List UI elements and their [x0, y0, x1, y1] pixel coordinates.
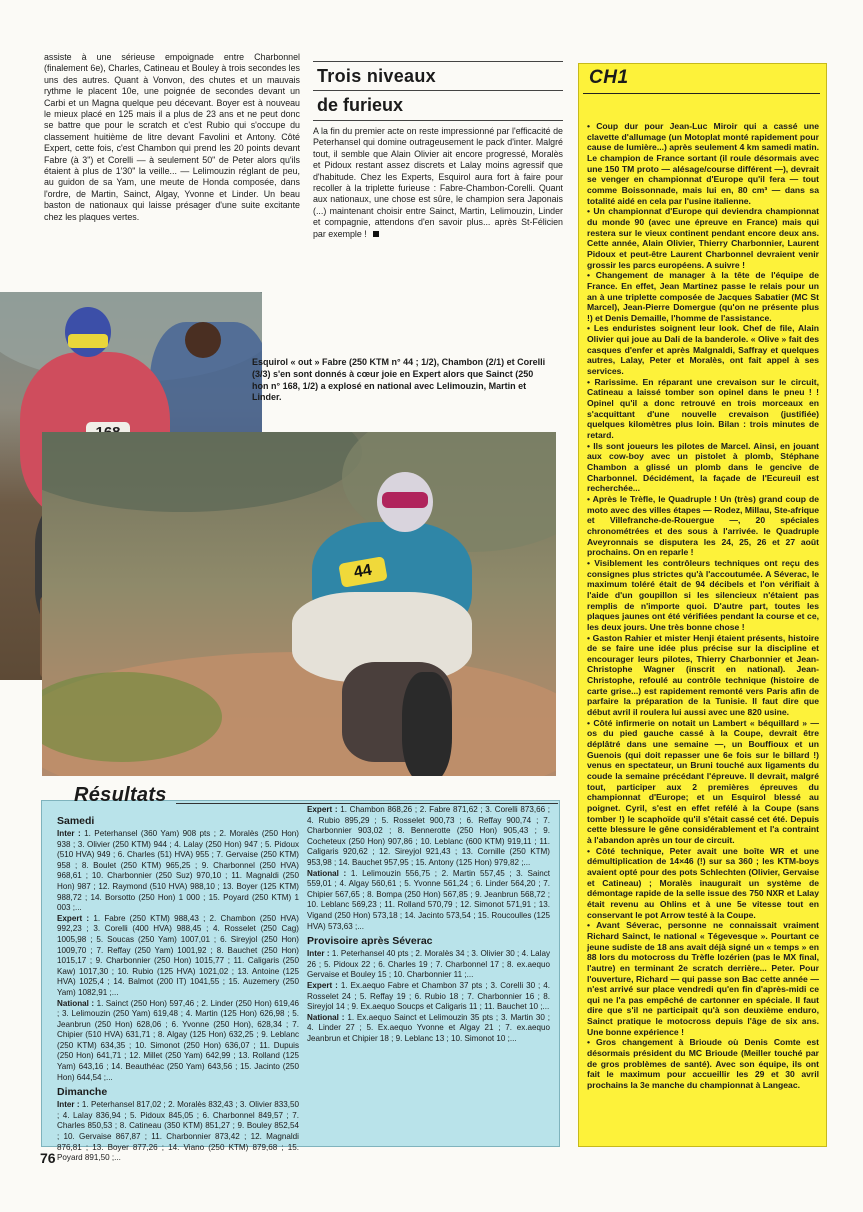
article-text: A la fin du premier acte on reste impressionné par l'efficacité de Peterhansel qui domine outrageusement le pack d'inter. Malgré tout, il semble que Alain Olivier ait encore progressé, Moralès et Pidoux restant assez discrets et Lalay moins agressif que d'habitude. Chez les Experts, Esquirol aura fort à faire pour recoller à la triplette furieuse : Fabre-Chambon-Corelli. Quant aux nationaux, une chose est sûre, le champion sera Japonais (...) maintenant choisir entre Sainct, Martin, Lelimouzin, Linder et compagnie, attendons d'en savoir plus... après St-Félicien par exemple !	[313, 126, 563, 239]
headline-rule-middle	[313, 90, 563, 91]
ch1-news-item: • Gaston Rahier et mister Henji étaient présents, histoire de se faire une idée plus précise sur la discipline et encourager leurs pilotes, Thierry Charbonnier et Jean-Christophe Wagner (inscrit en national). Jean-Christophe, refoulé au contrôle technique (histoire de carte grise...) est rapidement remonté vers Paris afin de parfaire la préparation de la Tunisie. Il faut dire que début avril il roulera lui aussi avec une 820 usine.	[587, 632, 819, 718]
headline-line-2: de furieux	[317, 95, 404, 115]
results-text: 1. Chambon 868,26 ; 2. Fabre 871,62 ; 3. Corelli 873,66 ; 4. Rubio 895,29 ; 5. Rosselet 900,73 ; 6. Reffay 900,74 ; 7. Charbonnier 903,02 ; 8. Bennerotte (250 Hon) 905,43 ; 9. Cocheteux (250 Hon) 907,86 ; 10. Leblanc (600 KTM) 919,11 ; 11. Caligaris 920,62 ; 12. Sireyjol 921,43 ; 13. Cornille (250 KTM) 953,98 ; 14. Bauchet 957,95 ; 15. Antony (125 Hon) 979,82 ;...	[307, 805, 550, 867]
article-paragraph	[313, 126, 563, 240]
headline-rule-top	[313, 61, 563, 62]
samedi-expert-results	[57, 914, 299, 999]
results-text: 1. Ex.aequo Fabre et Chambon 37 pts ; 3. Corelli 30 ; 4. Rosselet 24 ; 5. Reffay 19 ; 6. Rubio 18 ; 7. Charbonnier 16 ; 8. Sireyjol 14 ; 9. Ex.aequo Soucps et Caligaris 11 ; 11. Bauchet 10 ;...	[307, 980, 551, 1012]
category-label: Inter :	[57, 829, 81, 838]
intro-paragraph: assiste à une sérieuse empoignade entre Charbonnel (finalement 6e), Charles, Catineau et Bouley à trois secondes les uns des autres. Quant à Vonvon, des chutes et un mauvais rythme le placent 10e, une poignée de secondes devant un Carbi et un Magna quelque peu décevant. Boyer est à nouveau le mieux placé en 125 mais il a plus de 23 ans et ne peut donc se battre que pour le scratch et c'est Rubio qui s'occupe du classement huitième de litre devant Favolini et Antony. Côté Expert, cette fois, c'est Chambon qui prend les 20 points devant Fabre (à 3") et Corelli — à seulement 50" de Peter alors qu'ils étaient à plus de 1'30" la veille... — Lelimouzin réglant de peu, au guidon de sa Yam, une meute de Honda composée, dans l'ordre, de Martin, Sainct, Algay, Yvonne et Linder. Un beau baston de nationaux qui laisse présager d'une suite excitante chez les plaques vertes.	[44, 52, 300, 222]
results-text: 1. Lelimouzin 556,75 ; 2. Martin 557,45 ; 3. Sainct 559,01 ; 4. Algay 560,61 ; 5. Yvonne 561,24 ; 6. Linder 564,20 ; 7. Chipier 567,65 ; 8. Bompa (250 Hon) 567,85 ; 9. Jeanbrun 568,72 ; 10. Leblanc 569,23 ; 11. Rolland 570,79 ; 12. Simonot 571,91 ; 13. Vigand (250 Hon) 573,18 ; 14. Jacinto 573,54 ; 15. Roucoulles (125 HVA) 573,63 ;...	[307, 868, 551, 931]
provisoire-inter-results	[307, 949, 550, 981]
dimanche-expert-results	[307, 805, 550, 869]
dimanche-inter-results	[57, 1100, 299, 1164]
race-number-plate: 44	[338, 556, 387, 588]
provisoire-expert-results	[307, 981, 550, 1013]
end-mark-icon	[373, 231, 379, 237]
section-title-samedi: Samedi	[57, 815, 95, 827]
category-label: Expert :	[307, 805, 338, 814]
samedi-inter-results	[57, 829, 299, 914]
ch1-news-item: • Rarissime. En réparant une crevaison sur le circuit, Catineau a laissé tomber son opinel dans le pneu ! ! Opinel qu'il a donc retrouvé en trois morceaux en s'acquittant d'une nouvelle crevaison (justifiée) quelques kilomètres plus loin. Bilan : trois minutes de retard.	[587, 376, 819, 441]
ch1-news-item: • Côté infirmerie on notait un Lambert « béquillard » — os du pied gauche cassé à la Coupe, devrait être déplâtré dans une semaine —, un Bouffioux et un Guenois (qui doit repasser une 6e fois sur le billard !) venus en spectateur, un Bruni touché aux ligaments du coude la semaine précédant l'épreuve. Il devrait, malgré tout, participer aux 2 premières épreuves du championnat d'Europe; et un Esquirol blessé au poignet. Cyril, s'est en effet refélé à la Coupe (sans tomber !) le scaphoïde qu'il s'était cassé cet été. Depuis cette blessure le gêne considérablement et l'a contraint à l'abandon après un tour de circuit.	[587, 717, 819, 845]
ch1-news-item: • Avant Séverac, personne ne connaissait vraiment Richard Sainct, le national « Tégevesque ». Pourtant ce jeune sudiste de 18 ans avait déjà signé un « temps » en 88 lors du motocross du Trèfle lozérien (pas le MX final, l'autre) en terminant 2e scratch derrière... Peter. Pour l'ouverture, Richard — qui passe son Bac cette année — n'est arrivé sur place vendredi qu'en fin d'après-midi ce qui ne l'a pas empêché de cartonner en spéciale. Il faut dire que s'il ne participait qu'à son deuxième enduro, Sainct pratique le motocross depuis l'âge de six ans. Une bonne expérience !	[587, 920, 819, 1037]
samedi-national-results	[57, 999, 299, 1084]
ch1-title-rule	[583, 93, 820, 94]
ch1-news-item: • Côté technique, Peter avait une boîte WR et une démultiplication de 14×46 (!) sur sa 360 ; les KTM-boys avaient opté pour des pots Schlechten (Olivier, Gervaise et Catineau) ; Moralès inaugurait un système de démontage rapide de la selle issue des 750 NXR et Lalay était revenu au Ohlins et à une 5e vitesse tout en conservant le pot Arrow testé à la Coupe.	[587, 845, 819, 920]
section-title-provisoire: Provisoire après Séverac	[307, 935, 433, 948]
category-label: Inter :	[57, 1100, 80, 1110]
results-text: 1. Sainct (250 Hon) 597,46 ; 2. Linder (250 Hon) 619,46 ; 3. Lelimouzin (250 Yam) 619,48 ; 4. Martin (125 Hon) 626,98 ; 5. Jeanbrun (250 Hon) 628,06 ; 6. Yvonne (250 Hon), 628,34 ; 7. Chipier (510 HVA) 631,71 ; 8. Algay (125 Hon) 632,25 ; 9. Leblanc (250 KTM) 634,35 ; 10. Simonot (250 Hon) 636,07 ; 11. Dupuis (250 Hon) 641,71 ; 12. Millet (250 Yam) 642,99 ; 13. Rolland (125 Yam) 643,16 ; 14. Beauthéac (250 Yam) 643,56 ; 15. Jacinto (250 Hon) 644,54 ;...	[57, 998, 299, 1082]
ch1-title: CH1	[589, 67, 629, 88]
ch1-news-item: • Changement de manager à la tête de l'équipe de France. En effet, Jean Martinez passe le relais pour un an à une triplette composée de Jacques Sabatier (MC St Marcel), Jean-Pierre Domergue (qu'on ne présente plus !) et Denis Demaille, l'homme de l'assistance.	[587, 270, 819, 323]
category-label: National :	[307, 1012, 345, 1022]
ch1-news-item: • Un championnat d'Europe qui deviendra championnat du monde 90 (avec une épreuve en France) mais qui restera sur le vieux continent pendant encore deux ans. Cette année, Alain Olivier, Thierry Charbonnier, Laurent Pidoux et peut-être Laurent Charbonnel devraient venir grossir les parcs européens. A suivre !	[587, 206, 819, 270]
results-right-column	[307, 805, 550, 1044]
section-title-dimanche: Dimanche	[57, 1086, 108, 1099]
results-title-rule	[176, 803, 558, 804]
category-label: Inter :	[307, 949, 330, 959]
photo-rider-44	[42, 432, 556, 776]
headline-line-1: Trois niveaux	[317, 66, 436, 86]
category-label: National :	[57, 998, 95, 1008]
category-label: National :	[307, 868, 347, 878]
category-label: Expert :	[307, 980, 338, 990]
provisoire-national-results	[307, 1013, 550, 1045]
results-title: Résultats	[74, 784, 167, 806]
results-left-column	[57, 815, 299, 1164]
page-number: 76	[40, 1150, 56, 1166]
results-text: 1. Fabre (250 KTM) 988,43 ; 2. Chambon (250 HVA) 992,23 ; 3. Corelli (400 HVA) 988,45 ; 4. Rosselet (250 Cag) 1005,98 ; 5. Soucas (250 Yam) 1007,01 ; 6. Sireyjol (250 Hon) 1009,70 ; 7. Reffay (250 Yam) 1001,92 ; 8. Bauchet (250 Hon) 1015,17 ; 9. Charbonnier (250 Hon) 1015,77 ; 11. Caligaris (250 Kaw) 1017,30 ; 10. Rubio (125 HVA) 1021,02 ; 13. Antoine (125 HVA) 1025,4 ; 14. Balmot (200 IT) 1041,55 ; 15. Auzemery (250 Yam) 1082,91 ;...	[57, 913, 299, 997]
photo-caption: Esquirol « out » Fabre (250 KTM n° 44 ; 1/2), Chambon (2/1) et Corelli (3/3) s'en sont donnés à cœur joie en Expert alors que Sainct (250 hon n° 168, 1/2) a explosé en national avec Lelimouzin, Martin et Linder.	[252, 357, 546, 403]
results-text: 1. Ex.aequo Sainct et Lelimouzin 35 pts ; 3. Martin 30 ; 4. Linder 27 ; 5. Ex.aequo Yvonne et Algay 21 ; 7. ex.aequo Jeanbrun et Chipier 18 ; 9. Leblanc 13 ; 10. Simonot 10 ;...	[307, 1012, 550, 1043]
headline-rule-bottom	[313, 120, 563, 121]
results-text: 1. Peterhansel 817,02 ; 2. Moralès 832,43 ; 3. Olivier 833,50 ; 4. Lalay 836,94 ; 5. Pidoux 845,05 ; 6. Charbonnel 849,57 ; 7. Charles 850,53 ; 8. Catineau (350 KTM) 851,27 ; 9. Bouley 852,54 ; 10. Gervaise 867,87 ; 11. Charbonnier 873,42 ; 12. Magnaldi 876,81 ; 13. Boyer 877,26 ; 14. Viano (250 KTM) 879,68 ; 15. Poyard 891,50 ;...	[57, 1100, 300, 1163]
ch1-news-item: • Ils sont joueurs les pilotes de Marcel. Ainsi, en jouant aux cow-boy avec un pistolet à plomb, Stéphane Chambon a glissé un plomb dans le gencive de Charbonnel. Décidément, la façade de l'Ecureuil est recherchée...	[587, 440, 819, 494]
ch1-news-item: • Après le Trèfle, le Quadruple ! Un (très) grand coup de moto avec des villes étapes — Rodez, Millau, Ste-afrique et Villefranche-de-Rouergue —, 20 spéciales chronométrées et des sous à l'arrivée. le Quadruple Aveyronnais se disputera les 24, 25, 26 et 27 août prochains. On en reparle !	[587, 493, 819, 558]
ch1-news-item: • Les enduristes soignent leur look. Chef de file, Alain Olivier qui joue au Dali de la banderole. « Olive » fait des casques d'enfer et après Malgnaldi, Saffray et quelques autres, Lalay, Peter et Moralès, ont fait appel à ses services.	[587, 323, 819, 377]
category-label: Expert :	[57, 913, 90, 923]
ch1-news-item: • Gros changement à Brioude où Denis Comte est désormais président du MC Brioude (Meiller touché par de gros problèmes de santé). Avec son équipe, ils ont fait le maximum pour accueillir les 29 et 30 avril prochains la 3e manche du championnat à Langeac.	[587, 1037, 819, 1091]
dimanche-national-results	[307, 869, 550, 933]
ch1-news-list	[587, 121, 819, 1091]
results-text: 1. Peterhansel (360 Yam) 908 pts ; 2. Moralès (250 Hon) 938 ; 3. Olivier (250 KTM) 944 ; 4. Lalay (250 Hon) 947 ; 5. Pidoux (510 HVA) 949 ; 6. Charles (51) HVA) 955 ; 7. Gervaise (250 KTM) 958 ; 8. Boulet (250 KTM) 965,25 ; 9. Charbonnel (250 HVA) 968,61 ; 10. Charbonnier (250 Suz) 970,10 ; 11. Magnaldi (250 Hon) 987 ; 12. Raymond (510 HVA) 988,10 ; 13. Boyer (125 KTM) 988,72 ; 14. Borsotto (250 Hon) 1 000 ; 15. Poyard (250 KTM) 1 003 ;...	[57, 829, 299, 913]
results-text: 1. Peterhansel 40 pts ; 2. Moralès 34 ; 3. Olivier 30 ; 4. Lalay 26 ; 5. Pidoux 22 ; 6. Charles 19 ; 7. Charbonnel 17 ; 8. ex.aequo Gervaise et Bouley 15 ; 10. Charbonnier 11 ;...	[307, 949, 550, 980]
ch1-news-item: • Visiblement les contrôleurs techniques ont reçu des consignes plus strictes qu'à l'accoutumée. A Séverac, le maximum toléré était de 94 décibels et l'on vérifiait à l'aide d'un goupillon si les silencieux n'étaient pas remplis de n'importe quoi. D'autre part, toutes les plaques jaunes ont été vérifiées pendant la course et ce, les deux jours. Une très bonne chose !	[587, 557, 819, 632]
ch1-news-item: • Coup dur pour Jean-Luc Miroir qui a cassé une clavette d'allumage (un Motoplat monté rapidement pour cause de lumière...) après seulement 4 km samedi matin. Le champion de France sortant (il roule désormais avec une 150 TM proto — alésage/course différent —), devrait se venger en championnat d'Europe qu'il fera — tout comme Boissonnade, mais lui en, 80 cm³ — dans sa totalité aidé en cela par l'usine italienne.	[587, 121, 819, 206]
